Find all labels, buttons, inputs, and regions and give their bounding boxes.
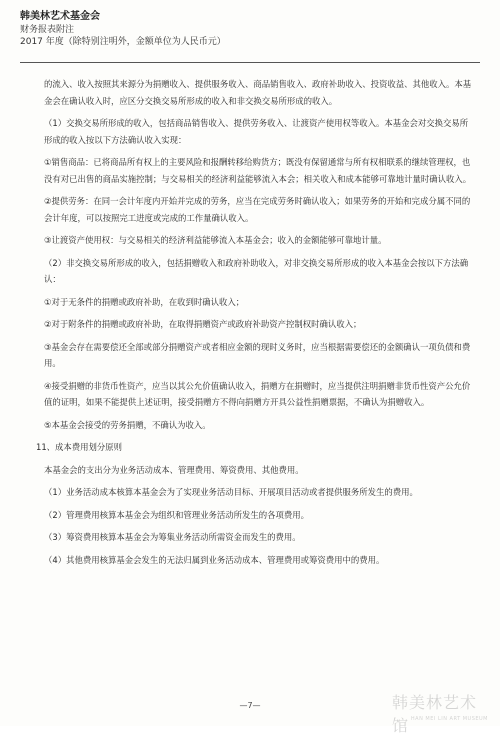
section-11-item-1: （1）业务活动成本核算本基金会为了实现业务活动目标、开展项目活动或者提供服务所发生的费用。 <box>44 487 418 497</box>
document-body <box>20 76 476 574</box>
paragraph-non-exchange-income: （2）非交换交易所形成的收入，包括捐赠收入和政府补助收入，对非交换交易所形成的收入本基金会按以下方法确认： <box>44 257 469 284</box>
report-subtitle: 财务报表附注 <box>20 25 75 35</box>
paragraph-exchange-income: （1）交换交易所形成的收入，包括商品销售收入、提供劳务收入、让渡资产使用权等收入。本基金会对交换交易所形成的收入按以下方法确认收入实现： <box>44 118 469 145</box>
museum-watermark <box>392 690 492 735</box>
paragraph-repayment-obligation: ③基金会存在需要偿还全部或部分捐赠资产或者相应金额的现时义务时，应当根据需要偿还的金额确认一项负债和费用。 <box>44 341 471 368</box>
header-divider <box>20 62 480 63</box>
watermark-chinese-text: 韩美林艺术馆 <box>392 693 478 735</box>
section-11-item-4: （4）其他费用核算基金会发生的无法归属到业务活动成本、管理费用或筹资费用中的费用。 <box>44 554 385 565</box>
paragraph-non-monetary-donation: ④接受捐赠的非货币性资产，应当以其公允价值确认收入，捐赠方在捐赠时，应当提供注明捐赠非货币性资产公允价值的证明，如果不能提供上述证明，接受捐赠方不得向捐赠方开具公益性捐赠票据，不确认为捐赠收入。 <box>44 380 471 407</box>
report-header <box>20 10 480 48</box>
page-number: —7— <box>239 701 261 710</box>
report-year-note: 2017 年度（除特别注明外，金额单位为人民币元） <box>20 37 226 47</box>
section-11-intro: 本基金会的支出分为业务活动成本、管理费用、筹资费用、其他费用。 <box>44 464 304 475</box>
paragraph-sales-goods: ①销售商品：已将商品所有权上的主要风险和报酬转移给购货方；既没有保留通常与所有权相联系的继续管理权，也没有对已出售的商品实施控制；与交易相关的经济利益能够流入本会；相关收入和成本能够可靠地计量时确认收入。 <box>44 157 472 184</box>
watermark-english-text: HAN MEI LIN ART MUSEUM <box>410 716 488 722</box>
paragraph-conditional-donation: ②对于附条件的捐赠或政府补助，在取得捐赠资产或政府补助资产控制权时确认收入； <box>44 319 362 329</box>
section-11-heading: 11、成本费用划分原则 <box>36 442 123 452</box>
paragraph-income-intro: 的流入、收入按照其来源分为捐赠收入、提供服务收入、商品销售收入、政府补助收入、投资收益、其他收入。本基金会在确认收入时，应区分交换交易所形成的收入和非交换交易所形成的收入。 <box>44 79 472 106</box>
paragraph-services: ②提供劳务：在同一会计年度内开始并完成的劳务，应当在完成劳务时确认收入；如果劳务的开始和完成分属不同的会计年度，可以按照完工进度或完成的工作量确认收入。 <box>44 196 471 223</box>
section-11-item-2: （2）管理费用核算本基金会为组织和管理业务活动所发生的各项费用。 <box>44 509 309 520</box>
paragraph-usage-rights: ③让渡资产使用权：与交易相关的经济利益能够流入本基金会；收入的金额能够可靠地计量。 <box>44 235 387 245</box>
paragraph-labor-donation: ⑤本基金会接受的劳务捐赠，不确认为收入。 <box>44 419 211 430</box>
paragraph-unconditional-donation: ①对于无条件的捐赠或政府补助，在收到时确认收入； <box>44 296 245 307</box>
section-11-item-3: （3）筹资费用核算本基金会为筹集业务活动所需资金而发生的费用。 <box>44 532 301 542</box>
organization-title: 韩美林艺术基金会 <box>20 11 100 22</box>
